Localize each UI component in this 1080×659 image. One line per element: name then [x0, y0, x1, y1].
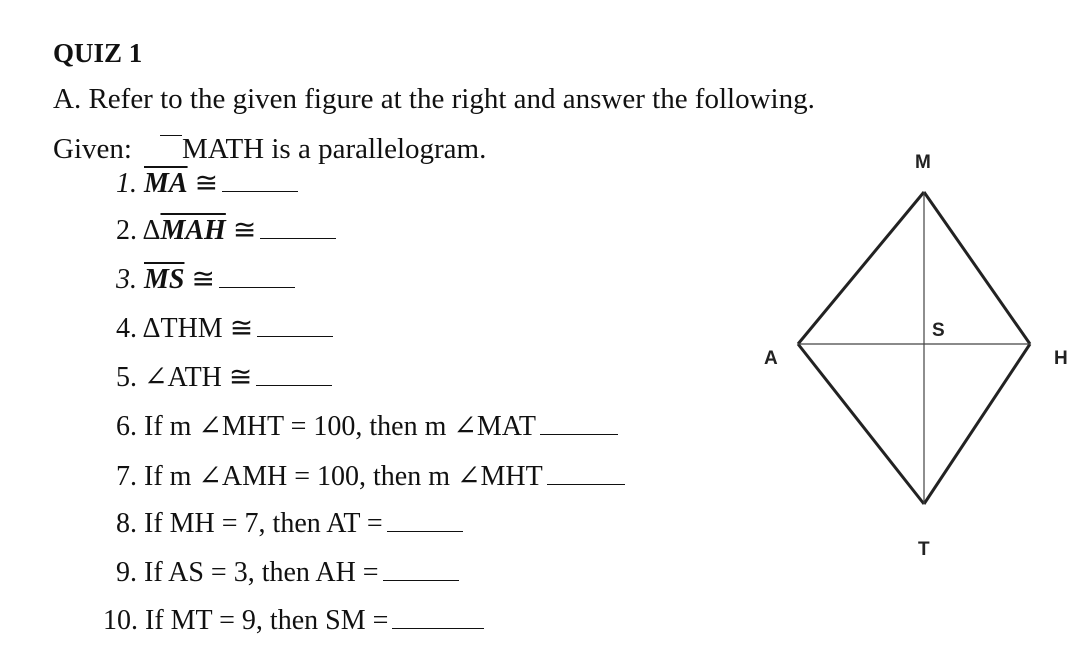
answer-blank[interactable]: [257, 335, 333, 337]
side-ht: [924, 344, 1030, 504]
answer-blank[interactable]: [219, 286, 295, 288]
side-ma: [798, 192, 924, 344]
question-3: [116, 262, 295, 296]
answer-blank[interactable]: [540, 433, 618, 435]
question-4: [116, 311, 333, 345]
question-text: If MT = 9, then SM =: [145, 605, 389, 636]
answer-blank[interactable]: [260, 237, 336, 239]
side-at: [798, 344, 924, 504]
question-number: 4.: [116, 313, 137, 344]
question-number: 7.: [116, 461, 137, 492]
question-number: 10.: [103, 605, 138, 636]
question-number: 9.: [116, 557, 137, 588]
congruent-symbol: ≅: [232, 215, 257, 246]
diagonals: [798, 192, 1030, 504]
answer-blank[interactable]: [547, 483, 625, 485]
question-text: ∠ATH ≅: [144, 362, 253, 393]
question-number: 1.: [116, 168, 137, 199]
question-number: 6.: [116, 411, 137, 442]
answer-blank[interactable]: [222, 190, 298, 192]
quiz-title: QUIZ 1: [53, 38, 143, 68]
answer-blank[interactable]: [256, 384, 332, 386]
question-number: 3.: [116, 264, 137, 295]
segment-label: $\overline{MA}$: [144, 168, 188, 199]
question-8: [116, 508, 463, 540]
parallelogram-outline: [798, 192, 1030, 504]
vertex-label-a: A: [764, 348, 778, 369]
vertex-label-h: H: [1054, 348, 1068, 369]
answer-blank[interactable]: [392, 627, 484, 629]
question-text: If AS = 3, then AH =: [144, 557, 379, 588]
instruction-text: A. Refer to the given figure at the right and answer the following.: [53, 83, 815, 115]
question-number: 2.: [116, 215, 137, 246]
question-text: If MH = 7, then AT =: [144, 508, 383, 539]
given-text: MATH is a parallelogram.: [181, 133, 487, 165]
question-9: [116, 557, 459, 589]
segment-label: $\overline{MS}$: [144, 264, 185, 295]
question-6: [116, 409, 618, 443]
congruent-symbol: ≅: [191, 264, 215, 295]
question-1: [116, 166, 298, 200]
question-number: 5.: [116, 362, 137, 393]
question-text: If m ∠AMH = 100, then m ∠MHT: [144, 461, 543, 492]
question-text: If m ∠MHT = 100, then m ∠MAT: [144, 411, 536, 442]
given-label: Given:: [53, 133, 132, 165]
answer-blank[interactable]: [383, 579, 459, 581]
triangle-symbol: Δ: [142, 215, 161, 246]
vertex-label-m: M: [915, 152, 931, 173]
parallelogram-figure: [740, 140, 1080, 580]
congruent-symbol: ≅: [194, 168, 219, 199]
vertex-label-t: T: [918, 539, 930, 560]
question-5: [116, 360, 332, 394]
question-number: 8.: [116, 508, 137, 539]
question-7: [116, 459, 625, 493]
question-text: ΔTHM ≅: [142, 313, 254, 344]
question-10: [103, 605, 484, 637]
question-2: [116, 213, 336, 247]
triangle-label: $\overline{MAH}$: [160, 215, 226, 246]
answer-blank[interactable]: [387, 530, 463, 532]
intersection-label-s: S: [932, 320, 945, 341]
